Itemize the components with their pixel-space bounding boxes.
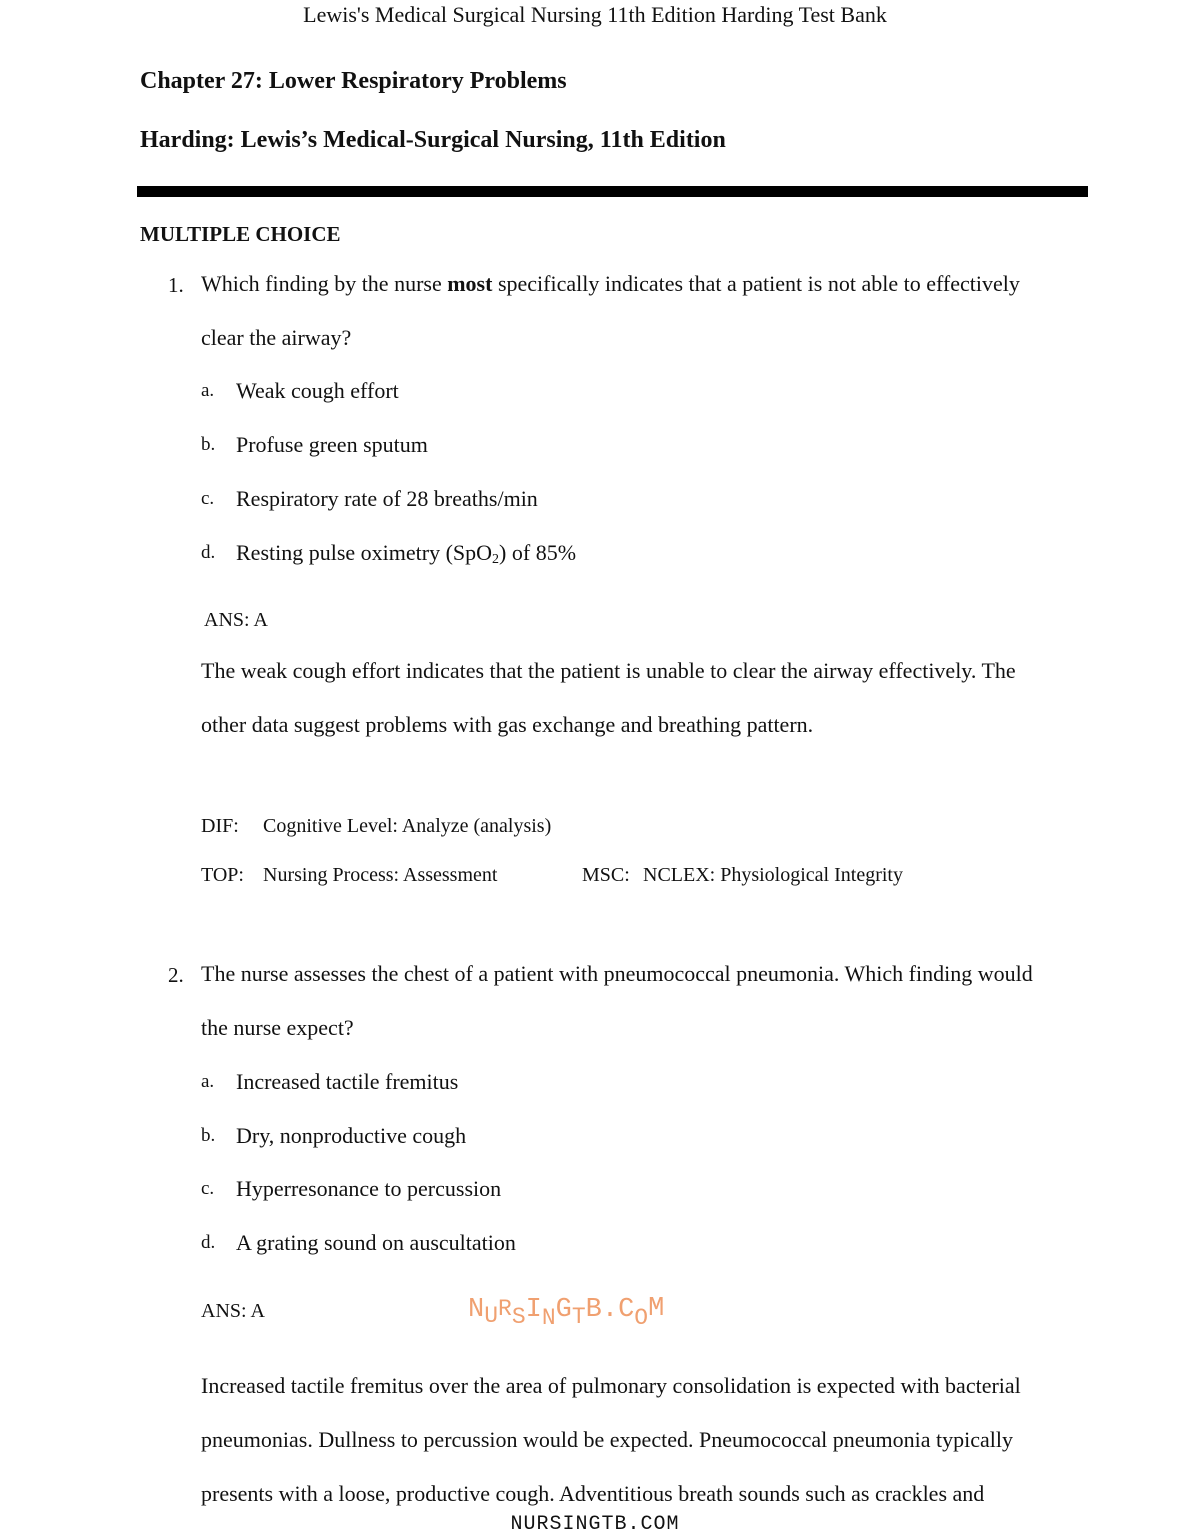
rationale-line: Increased tactile fremitus over the area of pulmonary consolidation is expected with bacterial xyxy=(201,1373,1021,1398)
top-value: Nursing Process: Assessment xyxy=(263,864,498,886)
option-letter: b. xyxy=(201,434,216,455)
rationale-line: other data suggest problems with gas exchange and breathing pattern. xyxy=(201,712,814,737)
question-2-number: 2. xyxy=(168,963,184,987)
option-text: Dry, nonproductive cough xyxy=(236,1123,467,1148)
dif-value: Cognitive Level: Analyze (analysis) xyxy=(263,815,552,837)
emphasis-most: most xyxy=(447,271,493,296)
option-letter: a. xyxy=(201,380,215,401)
option-letter: c. xyxy=(201,1178,215,1199)
option-text: Increased tactile fremitus xyxy=(236,1069,459,1094)
chapter-title: Chapter 27: Lower Respiratory Problems xyxy=(140,68,567,94)
option-text: Resting pulse oximetry (SpO$_2$) of 85% xyxy=(236,540,577,567)
dif-label: DIF: xyxy=(201,815,239,837)
heading-rule xyxy=(137,186,1088,197)
answer-key: ANS: A xyxy=(204,609,268,631)
page-footer: NURSINGTB.COM xyxy=(510,1513,680,1536)
section-label: MULTIPLE CHOICE xyxy=(140,222,341,246)
option-text: Profuse green sputum xyxy=(236,432,428,457)
watermark: NURSINGTB.COM xyxy=(468,1294,665,1331)
top-label: TOP: xyxy=(201,864,244,886)
msc-label: MSC: xyxy=(582,864,630,886)
question-2-stem-line2: the nurse expect? xyxy=(201,1015,354,1040)
option-text: Weak cough effort xyxy=(236,378,399,403)
option-letter: d. xyxy=(201,1232,216,1253)
question-1-stem-line2: clear the airway? xyxy=(201,325,352,350)
option-text: A grating sound on auscultation xyxy=(236,1230,516,1255)
option-text: Hyperresonance to percussion xyxy=(236,1176,502,1201)
option-letter: d. xyxy=(201,542,216,563)
rationale-line: The weak cough effort indicates that the patient is unable to clear the airway effectively. The xyxy=(201,658,1016,683)
rationale-line: presents with a loose, productive cough. Adventitious breath sounds such as crackles and xyxy=(201,1481,985,1506)
msc-value: NCLEX: Physiological Integrity xyxy=(643,864,903,886)
option-letter: a. xyxy=(201,1071,215,1092)
option-letter: b. xyxy=(201,1125,216,1146)
question-2-stem: The nurse assesses the chest of a patient with pneumococcal pneumonia. Which finding would xyxy=(201,961,1033,986)
option-text: Respiratory rate of 28 breaths/min xyxy=(236,486,538,511)
rationale-line: pneumonias. Dullness to percussion would be expected. Pneumococcal pneumonia typically xyxy=(201,1427,1013,1452)
answer-key: ANS: A xyxy=(201,1300,265,1322)
question-1-stem: Which finding by the nurse most specifically indicates that a patient is not able to effectively xyxy=(201,271,1020,296)
page-header: Lewis's Medical Surgical Nursing 11th Edition Harding Test Bank xyxy=(303,2,887,27)
book-title: Harding: Lewis’s Medical-Surgical Nursing, 11th Edition xyxy=(140,127,726,153)
option-letter: c. xyxy=(201,488,215,509)
question-1-number: 1. xyxy=(168,273,184,297)
